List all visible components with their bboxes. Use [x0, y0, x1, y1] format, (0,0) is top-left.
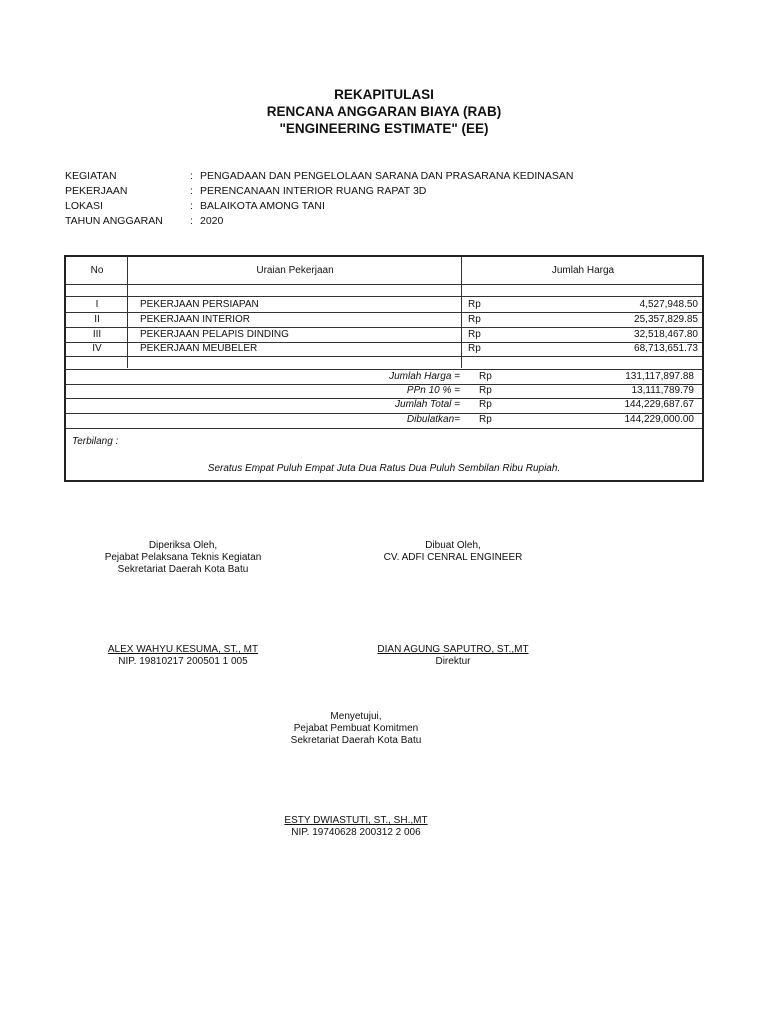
info-value: BALAIKOTA AMONG TANI — [200, 200, 325, 212]
terbilang-label: Terbilang : — [72, 436, 119, 447]
column-header-jumlah: Jumlah Harga — [551, 265, 615, 276]
column-header-no: No — [90, 265, 104, 276]
recap-table — [64, 255, 704, 482]
info-colon: : — [190, 170, 193, 182]
signature-position: Pejabat Pembuat Komitmen — [293, 723, 419, 734]
row-amount: 68,713,651.73 — [634, 343, 698, 354]
row-divider — [66, 296, 702, 297]
signature-company: CV. ADFI CENRAL ENGINEER — [383, 552, 523, 563]
signature-office: Sekretariat Daerah Kota Batu — [290, 735, 422, 746]
signature-name-block-checker — [83, 644, 283, 668]
signature-heading: Menyetujui, — [330, 711, 382, 722]
signatory-nip: NIP. 19740628 200312 2 006 — [291, 827, 421, 838]
row-currency: Rp — [468, 299, 481, 310]
row-divider — [66, 413, 702, 414]
signatory-nip: NIP. 19810217 200501 1 005 — [118, 656, 248, 667]
signature-office: Sekretariat Daerah Kota Batu — [117, 564, 249, 575]
row-amount: 4,527,948.50 — [639, 299, 698, 310]
total-label: Jumlah Total = — [395, 399, 460, 410]
document-subtitle: RENCANA ANGGARAN BIAYA (RAB) — [266, 104, 502, 119]
row-divider — [66, 284, 702, 285]
document-title: REKAPITULASI — [334, 87, 434, 102]
row-number: II — [94, 314, 100, 325]
info-colon: : — [190, 200, 193, 212]
total-currency: Rp — [479, 371, 492, 382]
row-divider — [66, 398, 702, 399]
total-label: Dibulatkan= — [406, 414, 460, 425]
row-divider — [66, 384, 702, 385]
signature-block-maker — [353, 540, 553, 564]
row-uraian: PEKERJAAN PELAPIS DINDING — [140, 329, 289, 340]
row-uraian: PEKERJAAN INTERIOR — [140, 314, 251, 325]
signature-name-block-maker — [353, 644, 553, 668]
row-currency: Rp — [468, 329, 481, 340]
document-subtitle-ee: "ENGINEERING ESTIMATE" (EE) — [279, 121, 489, 136]
row-uraian: PEKERJAAN MEUBELER — [140, 343, 258, 354]
signature-heading: Dibuat Oleh, — [425, 540, 481, 551]
info-block — [65, 169, 573, 229]
row-number: IV — [92, 343, 102, 354]
info-value: 2020 — [200, 215, 224, 227]
signatory-name: ALEX WAHYU KESUMA, ST., MT — [107, 644, 259, 655]
signature-name-block-approver — [256, 815, 456, 839]
row-divider — [66, 369, 702, 370]
row-currency: Rp — [468, 314, 481, 325]
total-currency: Rp — [479, 385, 492, 396]
total-currency: Rp — [479, 414, 492, 425]
signatory-title: Direktur — [435, 656, 471, 667]
row-divider — [66, 428, 702, 429]
total-amount: 144,229,000.00 — [624, 414, 694, 425]
row-amount: 25,357,829.85 — [634, 314, 698, 325]
signature-block-checker — [83, 540, 283, 576]
row-currency: Rp — [468, 343, 481, 354]
info-colon: : — [190, 185, 193, 197]
signature-block-approver — [256, 711, 456, 747]
row-number: I — [95, 299, 99, 310]
signature-heading: Diperiksa Oleh, — [148, 540, 218, 551]
info-colon: : — [190, 215, 193, 227]
info-row-kegiatan — [65, 169, 573, 184]
info-value: PERENCANAAN INTERIOR RUANG RAPAT 3D — [200, 185, 427, 197]
total-amount: 144,229,687.67 — [624, 399, 694, 410]
row-uraian: PEKERJAAN PERSIAPAN — [140, 299, 259, 310]
total-label: Jumlah Harga = — [389, 371, 460, 382]
row-divider — [66, 356, 702, 357]
info-label: KEGIATAN — [65, 170, 117, 182]
terbilang-text: Seratus Empat Puluh Empat Juta Dua Ratus Dua Puluh Sembilan Ribu Rupiah. — [207, 463, 561, 474]
signatory-name: ESTY DWIASTUTI, ST., SH.,MT — [284, 815, 428, 826]
row-amount: 32,518,467.80 — [634, 329, 698, 340]
info-label: PEKERJAAN — [65, 185, 128, 197]
signature-position: Pejabat Pelaksana Teknis Kegiatan — [104, 552, 262, 563]
total-amount: 13,111,789.79 — [631, 385, 694, 396]
total-amount: 131,117,897.88 — [625, 371, 694, 382]
info-label: TAHUN ANGGARAN — [65, 215, 163, 227]
signatory-name: DIAN AGUNG SAPUTRO, ST.,MT — [377, 644, 529, 655]
row-number: III — [92, 329, 102, 340]
info-row-pekerjaan — [65, 184, 573, 199]
total-currency: Rp — [479, 399, 492, 410]
info-row-lokasi — [65, 199, 573, 214]
info-value: PENGADAAN DAN PENGELOLAAN SARANA DAN PRASARANA KEDINASAN — [200, 170, 574, 182]
info-label: LOKASI — [65, 200, 103, 212]
total-label: PPn 10 % = — [406, 385, 460, 396]
info-row-tahun-anggaran — [65, 214, 573, 229]
column-header-uraian: Uraian Pekerjaan — [256, 265, 334, 276]
